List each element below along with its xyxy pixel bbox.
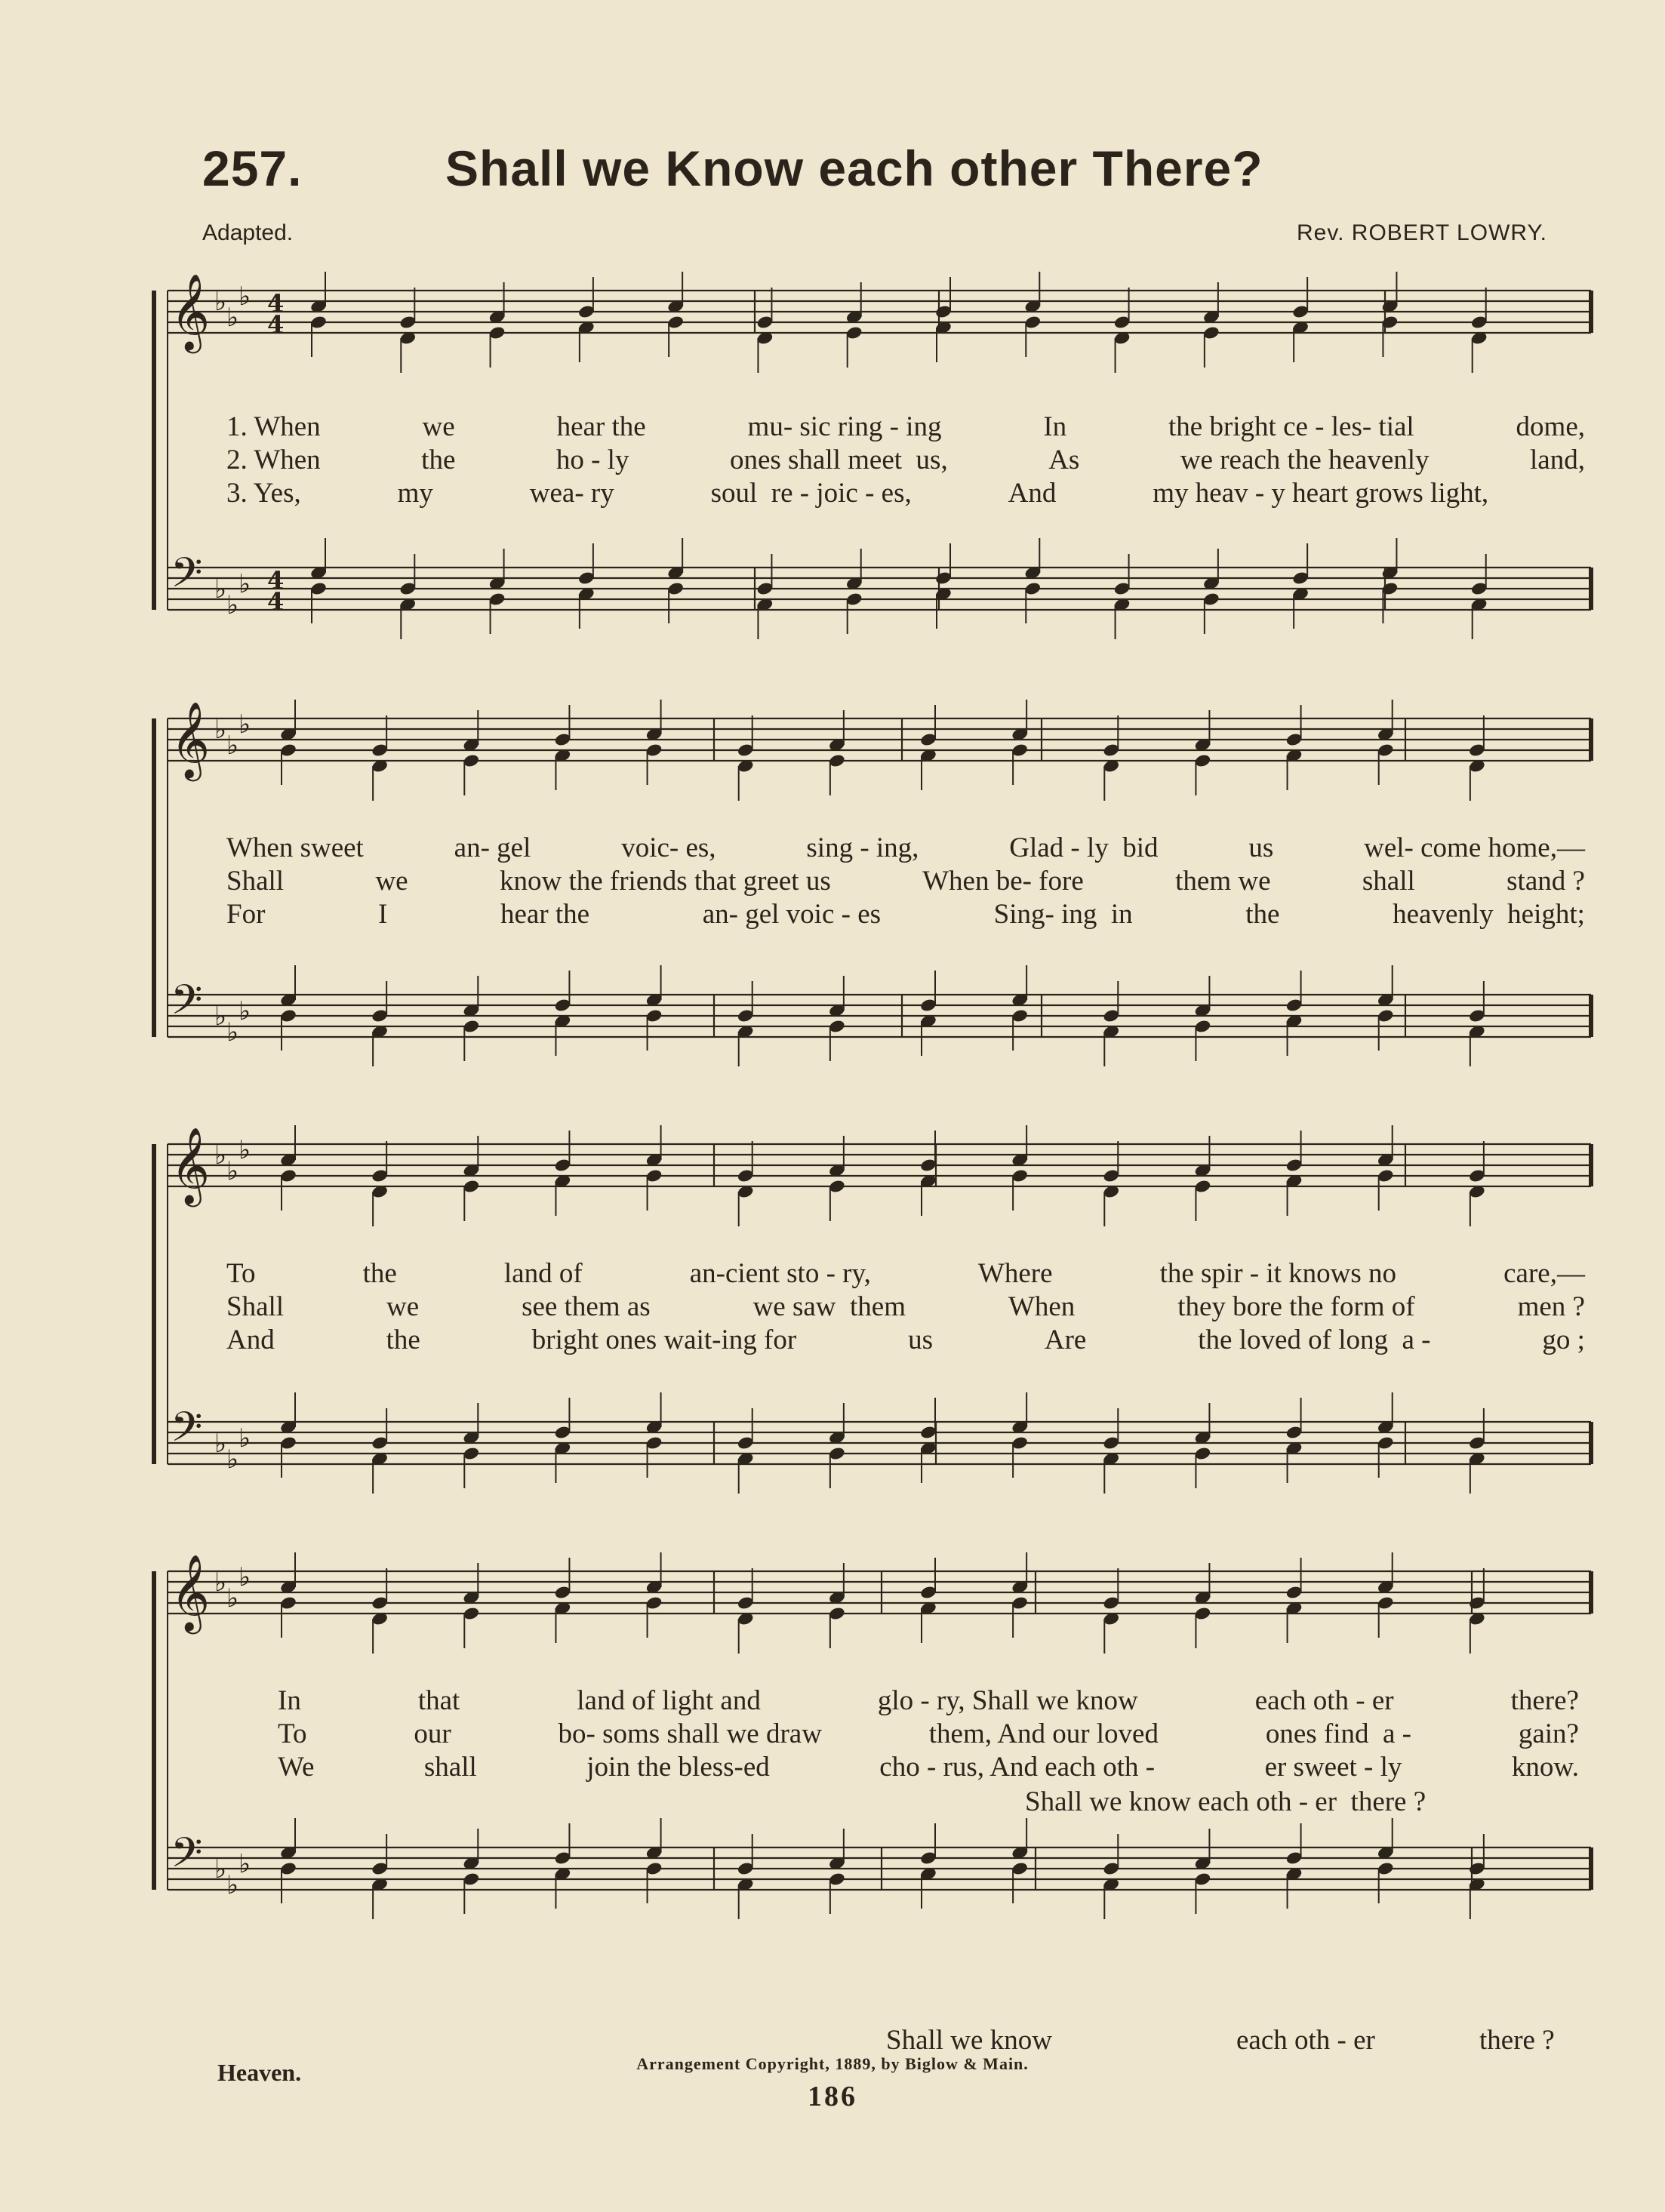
lyric-word: In: [1043, 411, 1067, 442]
copyright-notice: Arrangement Copyright, 1889, by Biglow & Main.: [636, 2054, 1029, 2073]
lyric-word: we saw them: [752, 1291, 906, 1322]
lyric-word: hear the: [556, 411, 646, 442]
lyric-word: 2. When: [226, 445, 321, 475]
lyric-word: Shall: [226, 1291, 285, 1322]
topic-label: Heaven.: [217, 2059, 302, 2086]
arrangement-credit: Adapted.: [202, 220, 294, 245]
lyric-word: heavenly height;: [1393, 899, 1585, 930]
lyric-word: men ?: [1517, 1291, 1585, 1322]
verse-1-line: [226, 411, 1585, 444]
bass-clef-icon: 𝄢: [171, 1829, 203, 1887]
flat-icon: ♭: [226, 731, 239, 761]
lyric-word: bright ones wait-ing for: [531, 1324, 797, 1355]
flat-icon: ♭: [214, 574, 227, 605]
bass-clef-icon: 𝄢: [171, 1403, 203, 1461]
time-signature-top: 4: [267, 566, 285, 595]
lyric-word: shall: [1362, 866, 1415, 897]
lyric-word: the: [421, 445, 456, 475]
lyric-word: our: [414, 1718, 451, 1749]
lyric-word: we: [375, 866, 408, 897]
lyric-word: In: [278, 1685, 301, 1716]
composer-credit: Rev. ROBERT LOWRY.: [1297, 220, 1547, 245]
lyric-word: To: [278, 1718, 307, 1749]
lyric-word: ones shall meet us,: [729, 445, 948, 475]
lyric-word: there?: [1510, 1685, 1579, 1716]
verse-3-line: [226, 477, 1585, 510]
lyrics-block-1: [226, 411, 1585, 510]
lyric-word: voic- es,: [621, 832, 716, 863]
lyric-word: my: [397, 478, 433, 509]
hymn-number: 257.: [202, 140, 303, 196]
treble-clef-icon: 𝄞: [171, 1553, 211, 1631]
flat-icon: ♭: [226, 1870, 239, 1900]
lyric-word: 1. When: [226, 411, 321, 442]
lyric-word: mu- sic ring - ing: [747, 411, 942, 442]
flat-icon: ♭: [226, 1444, 239, 1475]
lyric-word: know the friends that greet us: [499, 866, 831, 897]
bass-clef-icon: 𝄢: [171, 549, 203, 607]
lyric-word: sing - ing,: [806, 832, 919, 863]
lyric-word: stand ?: [1507, 866, 1585, 897]
flat-icon: ♭: [239, 1135, 251, 1165]
treble-clef-icon: 𝄞: [171, 1126, 211, 1204]
bass-echo-2: each oth - er: [1236, 2025, 1375, 2056]
bass-clef-icon: 𝄢: [171, 976, 203, 1034]
lyric-word: glo - ry, Shall we know: [877, 1685, 1138, 1716]
verse-2-line: [226, 444, 1585, 477]
lyric-word: us: [908, 1324, 933, 1355]
lyric-word: them, And our loved: [928, 1718, 1159, 1749]
lyric-word: For: [226, 899, 266, 930]
verse-1-line: [226, 832, 1585, 865]
flat-icon: ♭: [214, 1429, 227, 1459]
lyric-word: When: [1008, 1291, 1076, 1322]
lyric-word: Where: [977, 1258, 1053, 1289]
lyric-word: the: [386, 1324, 420, 1355]
bass-echo-1: Shall we know: [886, 2025, 1052, 2056]
lyric-word: see them as: [522, 1291, 651, 1322]
lyric-word: Sing- ing in: [993, 899, 1133, 930]
verse-2-line: [226, 1291, 1585, 1324]
lyric-word: Are: [1044, 1324, 1087, 1355]
flat-icon: ♭: [239, 996, 251, 1026]
flat-icon: ♭: [239, 569, 251, 599]
lyric-word: shall: [423, 1752, 477, 1783]
page-number: 186: [808, 2081, 857, 2112]
lyric-word: When be- fore: [922, 866, 1084, 897]
lyric-word: cho - rus, And each oth -: [879, 1752, 1156, 1783]
lyric-word: they bore the form of: [1177, 1291, 1415, 1322]
time-signature-bottom: 4: [267, 310, 285, 339]
lyric-word: each oth - er: [1254, 1685, 1394, 1716]
verse-1-line: [278, 1684, 1579, 1718]
lyric-word: the loved of long a -: [1198, 1324, 1431, 1355]
lyric-word: that: [417, 1685, 460, 1716]
flat-icon: ♭: [239, 281, 251, 312]
bass-echo-3: there ?: [1479, 2025, 1555, 2056]
verse-2-line: [226, 865, 1585, 898]
lyric-word: the spir - it knows no: [1159, 1258, 1397, 1289]
lyric-word: us: [1248, 832, 1274, 863]
lyric-word: And: [1008, 478, 1057, 509]
flat-icon: ♭: [239, 1562, 251, 1592]
lyric-word: wea- ry: [529, 478, 614, 509]
lyric-word: gain?: [1518, 1718, 1579, 1749]
lyric-word: dome,: [1516, 411, 1585, 442]
lyric-word: bo- soms shall we draw: [558, 1718, 822, 1749]
flat-icon: ♭: [226, 590, 239, 620]
flat-icon: ♭: [214, 1854, 227, 1884]
lyric-word: wel- come home,—: [1364, 832, 1585, 863]
verse-3-line: [278, 1751, 1579, 1784]
lyric-word: an- gel voic - es: [702, 899, 882, 930]
lyric-word: And: [226, 1324, 275, 1355]
lyric-word: know.: [1511, 1752, 1579, 1783]
lyric-word: When sweet: [226, 832, 364, 863]
lyric-word: ones find a -: [1265, 1718, 1411, 1749]
lyric-word: them we: [1175, 866, 1271, 897]
flat-icon: ♭: [214, 715, 227, 745]
lyrics-block-4: [278, 1684, 1579, 1784]
lyric-word: land of light and: [577, 1685, 761, 1716]
treble-clef-icon: 𝄞: [171, 272, 211, 350]
refrain-echo-line: Shall we know each oth - er there ?: [1025, 1786, 1426, 1817]
lyric-word: an- gel: [454, 832, 531, 863]
lyric-word: land of: [503, 1258, 583, 1289]
time-signature-top: 4: [267, 289, 285, 318]
lyric-word: care,—: [1503, 1258, 1585, 1289]
lyric-word: the bright ce - les- tial: [1168, 411, 1414, 442]
lyric-word: my heav - y heart grows light,: [1153, 478, 1489, 509]
lyric-word: soul re - joic - es,: [710, 478, 912, 509]
verse-1-line: [226, 1257, 1585, 1291]
lyric-word: To: [226, 1258, 256, 1289]
flat-icon: ♭: [239, 1423, 251, 1454]
flat-icon: ♭: [226, 303, 239, 333]
lyric-word: we: [386, 1291, 420, 1322]
flat-icon: ♭: [226, 1017, 239, 1048]
lyric-word: an-cient sto - ry,: [689, 1258, 871, 1289]
verse-3-line: [226, 898, 1585, 931]
lyrics-block-2: [226, 832, 1585, 931]
lyric-word: the: [362, 1258, 397, 1289]
lyric-word: I: [378, 899, 388, 930]
flat-icon: ♭: [214, 1001, 227, 1032]
lyric-word: er sweet - ly: [1264, 1752, 1402, 1783]
flat-icon: ♭: [226, 1156, 239, 1186]
treble-clef-icon: 𝄞: [171, 700, 211, 778]
verse-2-line: [278, 1718, 1579, 1751]
lyric-word: We: [278, 1752, 315, 1783]
lyric-word: we: [422, 411, 455, 442]
lyric-word: join the bless-ed: [586, 1752, 770, 1783]
lyric-word: As: [1048, 445, 1080, 475]
lyric-word: 3. Yes,: [226, 478, 301, 509]
lyric-word: Shall: [226, 866, 285, 897]
lyric-word: land,: [1530, 445, 1585, 475]
verse-3-line: [226, 1324, 1585, 1357]
flat-icon: ♭: [214, 1567, 227, 1598]
flat-icon: ♭: [239, 709, 251, 740]
lyric-word: we reach the heavenly: [1180, 445, 1430, 475]
lyric-word: the: [1245, 899, 1280, 930]
lyrics-block-3: [226, 1257, 1585, 1357]
flat-icon: ♭: [214, 1140, 227, 1171]
hymn-title: Shall we Know each other There?: [445, 140, 1263, 196]
lyric-word: hear the: [500, 899, 590, 930]
time-signature-bottom: 4: [267, 587, 285, 616]
flat-icon: ♭: [226, 1583, 239, 1614]
flat-icon: ♭: [214, 287, 227, 317]
flat-icon: ♭: [239, 1849, 251, 1879]
lyric-word: go ;: [1542, 1324, 1585, 1355]
lyric-word: ho - ly: [556, 445, 629, 475]
lyric-word: Glad - ly bid: [1009, 832, 1159, 863]
